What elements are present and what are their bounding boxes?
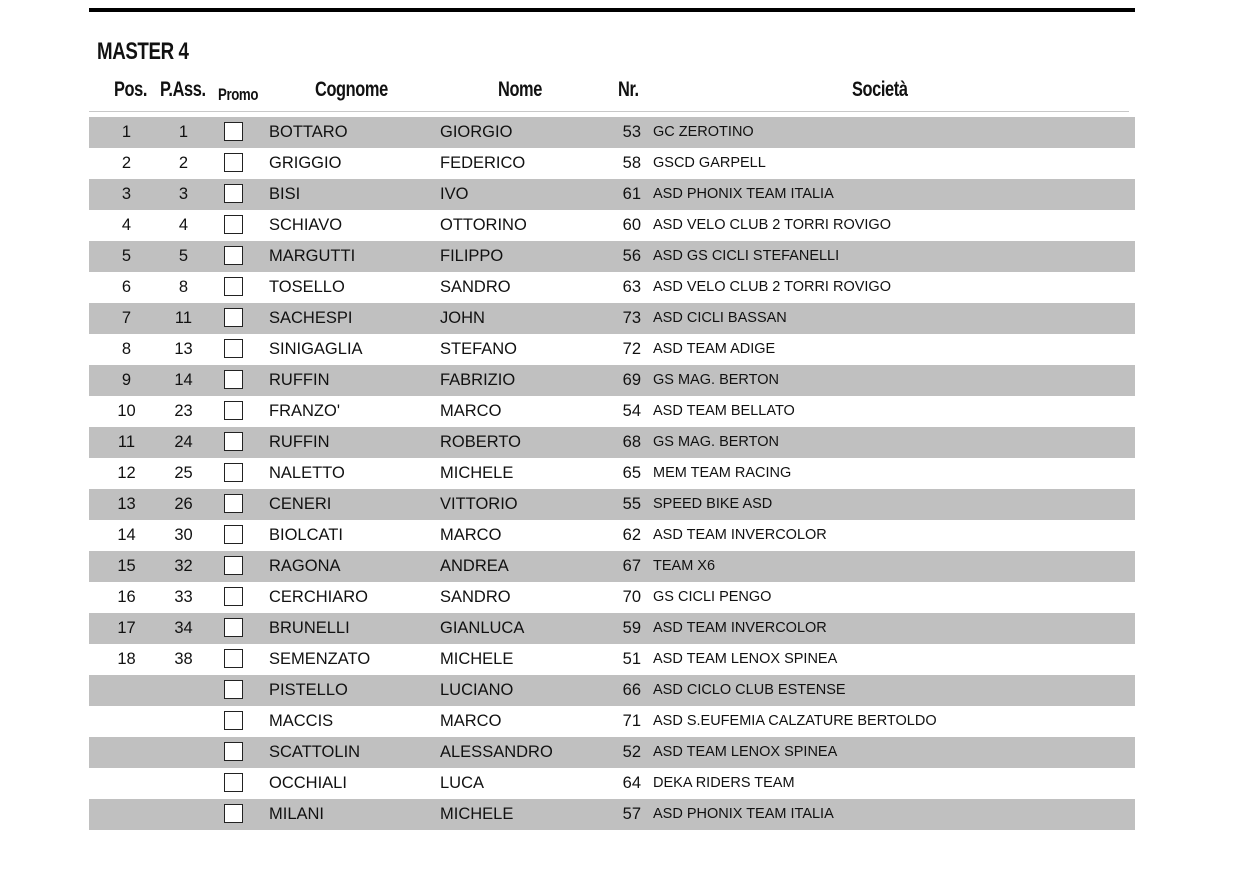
table-row [89, 427, 1135, 458]
nome-cell: MICHELE [440, 805, 514, 823]
pos-cell: 4 [121, 216, 132, 234]
pass-cell: 14 [174, 371, 193, 389]
promo-checkbox[interactable] [224, 587, 243, 606]
cognome-cell: BOTTARO [269, 123, 348, 141]
pos-cell: 6 [121, 278, 132, 296]
nr-cell: 68 [622, 433, 641, 451]
pos-cell: 11 [117, 433, 136, 451]
header-cognome: Cognome [315, 78, 388, 101]
societa-cell: ASD TEAM INVERCOLOR [653, 527, 827, 543]
societa-cell: TEAM X6 [653, 558, 716, 574]
cognome-cell: RUFFIN [269, 433, 330, 451]
societa-cell: ASD TEAM LENOX SPINEA [653, 651, 838, 667]
table-row [89, 489, 1135, 520]
pos-cell: 12 [117, 464, 136, 482]
header-nr: Nr. [618, 78, 639, 101]
nome-cell: LUCA [440, 774, 485, 792]
nr-cell: 73 [622, 309, 641, 327]
cognome-cell: RAGONA [269, 557, 341, 575]
table-row [89, 117, 1135, 148]
cognome-cell: FRANZO' [269, 402, 340, 420]
promo-checkbox[interactable] [224, 680, 243, 699]
promo-checkbox[interactable] [224, 401, 243, 420]
nr-cell: 60 [622, 216, 641, 234]
nr-cell: 61 [622, 185, 641, 203]
nr-cell: 65 [622, 464, 641, 482]
nr-cell: 58 [622, 154, 641, 172]
pos-cell: 18 [117, 650, 136, 668]
nome-cell: GIANLUCA [440, 619, 525, 637]
societa-cell: ASD CICLO CLUB ESTENSE [653, 682, 846, 698]
nr-cell: 69 [622, 371, 641, 389]
pos-cell: 8 [121, 340, 132, 358]
societa-cell: GS CICLI PENGO [653, 589, 772, 605]
societa-cell: ASD TEAM INVERCOLOR [653, 620, 827, 636]
nome-cell: ANDREA [440, 557, 509, 575]
cognome-cell: SEMENZATO [269, 650, 371, 668]
promo-checkbox[interactable] [224, 308, 243, 327]
pass-cell: 11 [174, 309, 193, 327]
nome-cell: SANDRO [440, 588, 511, 606]
pos-cell: 14 [117, 526, 136, 544]
promo-checkbox[interactable] [224, 525, 243, 544]
cognome-cell: SCATTOLIN [269, 743, 361, 761]
nome-cell: IVO [440, 185, 469, 203]
results-table [89, 117, 1135, 830]
cognome-cell: NALETTO [269, 464, 345, 482]
cognome-cell: TOSELLO [269, 278, 345, 296]
nome-cell: STEFANO [440, 340, 518, 358]
cognome-cell: SACHESPI [269, 309, 353, 327]
pos-cell: 9 [121, 371, 132, 389]
table-row [89, 799, 1135, 830]
nr-cell: 70 [622, 588, 641, 606]
cognome-cell: BIOLCATI [269, 526, 343, 544]
header-societa: Società [852, 78, 908, 101]
top-rule [89, 8, 1135, 12]
societa-cell: ASD TEAM LENOX SPINEA [653, 744, 838, 760]
promo-checkbox[interactable] [224, 246, 243, 265]
table-row [89, 241, 1135, 272]
promo-checkbox[interactable] [224, 339, 243, 358]
promo-checkbox[interactable] [224, 494, 243, 513]
pass-cell: 38 [174, 650, 193, 668]
pos-cell: 1 [121, 123, 132, 141]
nome-cell: LUCIANO [440, 681, 514, 699]
cognome-cell: MARGUTTI [269, 247, 356, 265]
nr-cell: 63 [622, 278, 641, 296]
nr-cell: 66 [622, 681, 641, 699]
nr-cell: 57 [622, 805, 641, 823]
societa-cell: GSCD GARPELL [653, 155, 766, 171]
cognome-cell: PISTELLO [269, 681, 348, 699]
cognome-cell: MILANI [269, 805, 325, 823]
table-row [89, 613, 1135, 644]
header-rule [89, 111, 1129, 112]
pos-cell: 2 [121, 154, 132, 172]
promo-checkbox[interactable] [224, 618, 243, 637]
pos-cell: 17 [117, 619, 136, 637]
promo-checkbox[interactable] [224, 432, 243, 451]
pass-cell: 4 [178, 216, 189, 234]
cognome-cell: OCCHIALI [269, 774, 347, 792]
promo-checkbox[interactable] [224, 370, 243, 389]
nome-cell: SANDRO [440, 278, 511, 296]
nr-cell: 64 [622, 774, 641, 792]
nr-cell: 67 [622, 557, 641, 575]
promo-checkbox[interactable] [224, 277, 243, 296]
table-row [89, 582, 1135, 613]
societa-cell: GC ZEROTINO [653, 124, 754, 140]
pass-cell: 34 [174, 619, 193, 637]
promo-checkbox[interactable] [224, 215, 243, 234]
cognome-cell: RUFFIN [269, 371, 330, 389]
promo-checkbox[interactable] [224, 742, 243, 761]
nr-cell: 54 [622, 402, 641, 420]
table-row [89, 768, 1135, 799]
pos-cell: 10 [117, 402, 136, 420]
header-nome: Nome [498, 78, 542, 101]
pos-cell: 7 [121, 309, 132, 327]
table-row [89, 644, 1135, 675]
nome-cell: MICHELE [440, 650, 514, 668]
pass-cell: 3 [178, 185, 189, 203]
pass-cell: 23 [174, 402, 193, 420]
nome-cell: MARCO [440, 402, 502, 420]
nome-cell: FILIPPO [440, 247, 504, 265]
nr-cell: 62 [622, 526, 641, 544]
cognome-cell: GRIGGIO [269, 154, 342, 172]
nome-cell: MICHELE [440, 464, 514, 482]
table-row [89, 520, 1135, 551]
pos-cell: 15 [117, 557, 136, 575]
header-pos: Pos. [114, 78, 148, 101]
cognome-cell: BISI [269, 185, 301, 203]
societa-cell: GS MAG. BERTON [653, 434, 779, 450]
pass-cell: 2 [178, 154, 189, 172]
pass-cell: 26 [174, 495, 193, 513]
table-row [89, 272, 1135, 303]
table-row [89, 551, 1135, 582]
promo-checkbox[interactable] [224, 122, 243, 141]
pos-cell: 16 [117, 588, 136, 606]
nome-cell: MARCO [440, 712, 502, 730]
nome-cell: ROBERTO [440, 433, 521, 451]
table-row [89, 303, 1135, 334]
category-title: MASTER 4 [97, 38, 189, 65]
pass-cell: 32 [174, 557, 193, 575]
cognome-cell: MACCIS [269, 712, 334, 730]
table-row [89, 675, 1135, 706]
promo-checkbox[interactable] [224, 184, 243, 203]
table-row [89, 737, 1135, 768]
societa-cell: ASD TEAM BELLATO [653, 403, 795, 419]
table-row [89, 210, 1135, 241]
societa-cell: ASD S.EUFEMIA CALZATURE BERTOLDO [653, 713, 937, 729]
promo-checkbox[interactable] [224, 463, 243, 482]
pass-cell: 30 [174, 526, 193, 544]
societa-cell: ASD VELO CLUB 2 TORRI ROVIGO [653, 279, 891, 295]
nr-cell: 55 [622, 495, 641, 513]
cognome-cell: SCHIAVO [269, 216, 343, 234]
cognome-cell: CERCHIARO [269, 588, 369, 606]
promo-checkbox[interactable] [224, 804, 243, 823]
table-row [89, 334, 1135, 365]
nr-cell: 53 [622, 123, 641, 141]
nr-cell: 72 [622, 340, 641, 358]
header-pass: P.Ass. [160, 78, 206, 101]
societa-cell: DEKA RIDERS TEAM [653, 775, 795, 791]
nome-cell: OTTORINO [440, 216, 527, 234]
nome-cell: FEDERICO [440, 154, 526, 172]
nome-cell: VITTORIO [440, 495, 518, 513]
nr-cell: 52 [622, 743, 641, 761]
pass-cell: 5 [178, 247, 189, 265]
table-row [89, 365, 1135, 396]
societa-cell: ASD PHONIX TEAM ITALIA [653, 806, 834, 822]
table-row [89, 706, 1135, 737]
societa-cell: MEM TEAM RACING [653, 465, 792, 481]
promo-checkbox[interactable] [224, 556, 243, 575]
pass-cell: 1 [178, 123, 189, 141]
nr-cell: 56 [622, 247, 641, 265]
societa-cell: GS MAG. BERTON [653, 372, 779, 388]
pass-cell: 13 [174, 340, 193, 358]
table-row [89, 396, 1135, 427]
pos-cell: 3 [121, 185, 132, 203]
pass-cell: 24 [174, 433, 193, 451]
nome-cell: ALESSANDRO [440, 743, 553, 761]
societa-cell: ASD CICLI BASSAN [653, 310, 787, 326]
promo-checkbox[interactable] [224, 153, 243, 172]
table-row [89, 458, 1135, 489]
cognome-cell: SINIGAGLIA [269, 340, 363, 358]
promo-checkbox[interactable] [224, 711, 243, 730]
pass-cell: 25 [174, 464, 193, 482]
promo-checkbox[interactable] [224, 773, 243, 792]
pos-cell: 13 [117, 495, 136, 513]
pos-cell: 5 [121, 247, 132, 265]
societa-cell: ASD VELO CLUB 2 TORRI ROVIGO [653, 217, 891, 233]
nome-cell: GIORGIO [440, 123, 513, 141]
nr-cell: 71 [622, 712, 641, 730]
nome-cell: MARCO [440, 526, 502, 544]
societa-cell: SPEED BIKE ASD [653, 496, 773, 512]
header-promo: Promo [218, 85, 259, 104]
cognome-cell: BRUNELLI [269, 619, 350, 637]
pass-cell: 8 [178, 278, 189, 296]
nome-cell: FABRIZIO [440, 371, 516, 389]
pass-cell: 33 [174, 588, 193, 606]
nr-cell: 51 [622, 650, 641, 668]
promo-checkbox[interactable] [224, 649, 243, 668]
nome-cell: JOHN [440, 309, 485, 327]
table-row [89, 148, 1135, 179]
table-row [89, 179, 1135, 210]
societa-cell: ASD TEAM ADIGE [653, 341, 776, 357]
cognome-cell: CENERI [269, 495, 332, 513]
societa-cell: ASD PHONIX TEAM ITALIA [653, 186, 834, 202]
societa-cell: ASD GS CICLI STEFANELLI [653, 248, 840, 264]
nr-cell: 59 [622, 619, 641, 637]
